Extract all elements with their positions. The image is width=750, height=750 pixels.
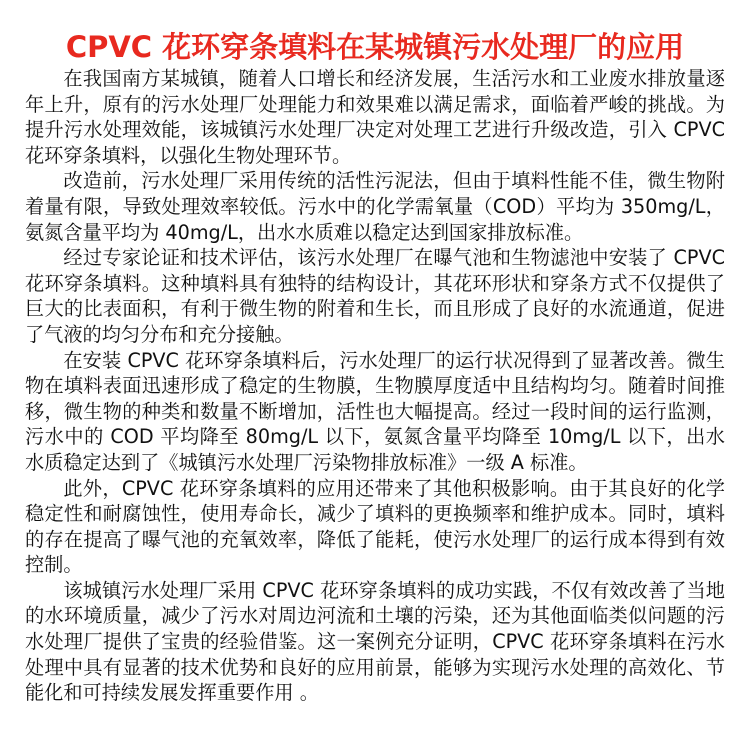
paragraph-other-benefits: 此外，CPVC 花环穿条填料的应用还带来了其他积极影响。由于其良好的化学稳定性和耐腐蚀性，使用寿命长，减少了填料的更换频率和维护成本。同时，填料的存在提高了曝气池的充氧效率，降低了能耗，使污水处理厂的运行成本得到有效控制。 [25,476,725,577]
paragraph-conclusion: 该城镇污水处理厂采用 CPVC 花环穿条填料的成功实践，不仅有效改善了当地的水环境质量，减少了污水对周边河流和土壤的污染，还为其他面临类似问题的污水处理厂提供了宝贵的经验借鉴。这一案例充分证明，CPVC 花环穿条填料在污水处理中具有显著的技术优势和良好的应用前景，能够为实现污水处理的高效化、节能化和可持续发展发挥重要作用 。 [25,578,725,705]
paragraph-installation: 经过专家论证和技术评估，该污水处理厂在曝气池和生物滤池中安装了 CPVC 花环穿条填料。这种填料具有独特的结构设计，其花环形状和穿条方式不仅提供了巨大的比表面积，有利于微生物的附着和生长，而且形成了良好的水流通道，促进了气液的均匀分布和充分接触。 [25,246,725,346]
paragraph-background: 在我国南方某城镇，随着人口增长和经济发展，生活污水和工业废水排放量逐年上升，原有的污水处理厂处理能力和效果难以满足需求，面临着严峻的挑战。为提升污水处理效能，该城镇污水处理厂决定对处理工艺进行升级改造，引入 CPVC 花环穿条填料，以强化生物处理环节。 [25,67,725,167]
paragraph-results: 在安装 CPVC 花环穿条填料后，污水处理厂的运行状况得到了显著改善。微生物在填料表面迅速形成了稳定的生物膜，生物膜厚度适中且结构均匀。随着时间推移，微生物的种类和数量不断增加，活性也大幅提高。经过一段时间的运行监测，污水中的 COD 平均降至 80mg/L 以下，氨氮含量平均降至 10mg/L 以下，出水水质稳定达到了《城镇污水处理厂污染物排放标准》一级 A 标准。 [25,348,725,474]
article-body [25,66,725,706]
paragraph-before-retrofit: 改造前，污水处理厂采用传统的活性污泥法，但由于填料性能不佳，微生物附着量有限，导致处理效率较低。污水中的化学需氧量（COD）平均为 350mg/L，氨氮含量平均为 40mg/L，出水水质难以稳定达到国家排放标准。 [25,169,725,244]
article-title: CPVC 花环穿条填料在某城镇污水处理厂的应用 [65,30,685,65]
